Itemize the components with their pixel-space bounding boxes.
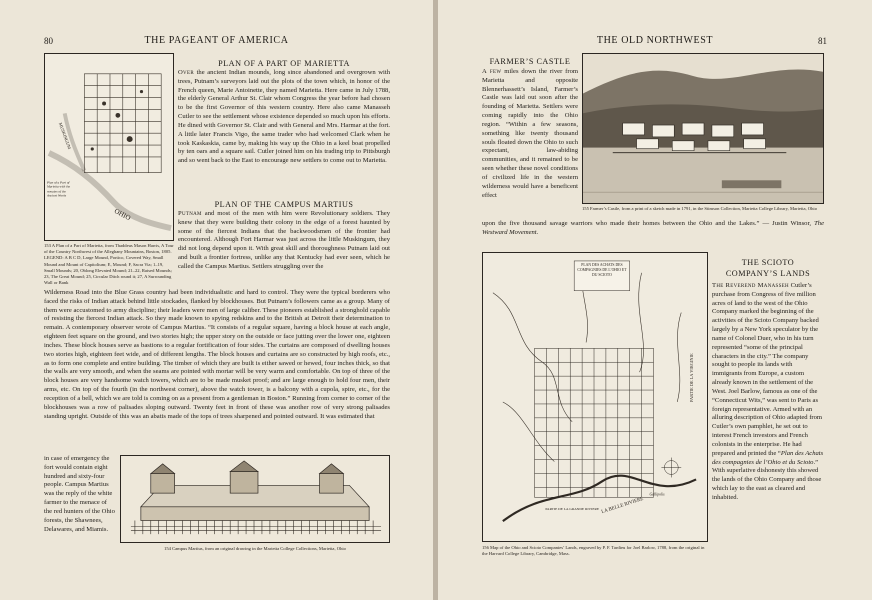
page-number-left: 80 — [44, 36, 53, 46]
right-page — [438, 0, 872, 600]
section-text-farmers-castle-wide: upon the five thousand savage warriors who made their homes between the Ohio and the Lakes.” — Justin Winsor, — [482, 220, 815, 227]
section-title-scioto-line1: THE SCIOTO — [741, 258, 795, 267]
section-body-farmers-castle-wide — [482, 220, 824, 238]
section-text-farmers-castle: miles down the river from Marietta and opposite Blennerhassett’s Island, Farmer’s Castle was laid out soon after the founding of Marietta. Settlers were coming rapidly into the Ohio region. “Within a few seasons, something like twenty thousand souls floated down the Ohio to such expectant, law-abiding communities, and it remained to be seen whether these novel conditions of civilized life in the western wilderness would have a beneficent effect — [482, 68, 579, 199]
section-text-campus-narrow: and most of the men with him were Revolutionary soldiers. They knew that they were building their colony in the edge of a forest haunted by some of the fiercest Indians that the backwoodsmen of the frontier had encountered. Although Fort Harmar was just across the little Muskingum, they did not long depend upon it. With great skill and thoroughness Putnam laid out and built a frontier fortress, unlike any that Kentucky had ever seen, which he called the Campus Martius. Settlers struggling over the — [178, 210, 390, 270]
section-body-campus-wide: Wilderness Road into the Blue Grass country had been individualistic and hard to control. They were the typical borderers who faced the risks of Indian attack behind little stockades, flanked by blockhouses. But Putnam’s followers came as a group. Many of them were accustomed to army discipline; their leaders were men of large caliber. These pioneers established a stronghold capable of resisting the fiercest Indian attack. So they made known to spying redskins and to the British at Detroit their determination to remain. A contemporary observer wrote of Campus Martius. “It consists of a regular square, having a block house at each angle, eighteen feet square on the ground, and two stories high; the upper story on the outside or face jutting over the lower one, eighteen inches. These block houses serve as bastions to a regular fortification of four sides. The curtains are composed of dwelling houses two stories high, eighteen feet wide, and of different lengths. The block houses and curtains are so constructed by high roofs, etc., as to form one complete and entire building. The timber of which they are built is either sawed or hewed, four inches thick, so that the walls are very smooth, and when the seams are pointed with mortar will be very warm and comfortable. On top of three of the block houses are very handsome watch towers, which are to be made musket proof; and are large enough to hold four men, their arms, etc. On top of the fourth (in the northwest corner), above the watch tower, is a balcony with a cupola, spire, etc., for the reception of a bell, which we are told is coming on as a present from a gentleman in Boston.” Running from corner to corner of the blockhouses was a row of palisades sloping outward. Twenty feet in front of these was another row of very strong palisades standing upright. Outside of this was an abatis made of the tops of trees sharpened and pointed outward. It was estimated that — [44, 289, 390, 420]
section-lead-campus: Putnam — [178, 210, 202, 217]
farmers-castle-caption: 155 Farmer’s Castle, from a print of a sketch made in 1791, in the Stimson Collection, Marietta College Library, Marietta, Ohio — [582, 206, 817, 211]
left-page — [0, 0, 433, 600]
map-plan-title: Plan of a Part of Marietta with the remains of the Ancient Works — [46, 180, 71, 198]
section-lead-marietta: Over — [178, 69, 194, 76]
section-lead-scioto: The Reverend Manasseh — [712, 282, 789, 289]
section-body-scioto — [712, 282, 824, 503]
scioto-lands-map — [482, 252, 708, 542]
section-text-marietta: the ancient Indian mounds, long since abandoned and overgrown with trees, Putnam’s surveyors laid out the plots of the town which, in honor of the French queen, Marie Antoinette, they named Marietta. Here came in July 1788, the elderly General Arthur St. Clair whom Congress the year before had chosen to be the first Governor of this western country. Here also came Manasseh Cutler to see the settlement whose existence depended so much upon his efforts. He dined with Governor St. Clair and with General and Mrs. Harmar at the fort. A little later Francis Vigo, the same trader who had welcomed Clark when he took Kaskaskia, came by, making his way up the Ohio in a keel boat propelled by ten oars and a square sail. Cutler joined him on his trading trip to Pittsburgh and so went back to the East to encourage new settlers to come out to Marietta. — [178, 69, 390, 165]
scioto-map-title: PLAN DES ACHATS DES COMPAGNIES DE L’OHIO ET DU SCIOTO — [577, 262, 627, 278]
scioto-map-river-label: LA BELLE RIVIERE — [601, 496, 645, 516]
farmers-castle-print — [582, 53, 824, 204]
section-body-farmers-castle — [482, 68, 578, 200]
book-title-westward-movement: The Westward Movement. — [482, 220, 824, 236]
scioto-map-gallipolis-label: Gallipolis — [649, 492, 665, 497]
campus-martius-drawing — [120, 455, 390, 543]
map-river-ohio-label: OHIO — [112, 207, 132, 223]
scioto-map-east-label: PARTIE DE LA VIRGINIE — [689, 353, 695, 402]
section-title-marietta: PLAN OF A PART OF MARIETTA — [218, 59, 350, 68]
section-body-campus-bottom: in case of emergency the fort would contain eight hundred and sixty-four people. Campus Martius was the reply of the white farmer to the menace of the red hunters of the Ohio forests, the Shawnees, Delawares, and Miamis. — [44, 455, 115, 533]
scioto-map-south-label: PARTIE DE LA GRANDE RIVIERE — [545, 507, 600, 512]
section-body-campus-narrow — [178, 210, 390, 272]
marietta-map-caption: 153 A Plan of a Part of Marietta, from Thaddeus Mason Harris, A Tour of the Country Northwest of the Alleghany Mountains, Boston, 1805. LEGEND: A B C D, Large Mound, Portico, Covered Way, Small Mound and Mount of Capitolium; E, Mound; F, Sacra Via; 1–19, Small Mounds; 20, Oblong Elevated Mound; 21–22, Raised Mounds; 23, The Great Mound; 25, Circular Ditch round it; 27, A Surrounding Wall or Bank — [44, 243, 174, 286]
section-text-scioto-end: .” With superlative dishonesty this showed the lands of the Ohio Company and those which lay to the east as cleared and inhabited. — [712, 458, 822, 501]
book-title-plan-des-achats: Plan des Achats des compagnies de l’Ohio et du Scioto — [712, 449, 824, 466]
campus-martius-caption: 154 Campus Martius, from an original drawing in the Marietta College Collections, Marietta, Ohio — [164, 546, 346, 551]
section-lead-farmers-castle: A few — [482, 68, 502, 75]
section-title-scioto-line2: COMPANY’S LANDS — [725, 268, 811, 278]
section-title-farmers-castle: FARMER’S CASTLE — [489, 57, 571, 66]
running-head-left: THE PAGEANT OF AMERICA — [144, 35, 289, 46]
section-text-scioto: Cutler’s purchase from Congress of five million acres of land to the west of the Ohio Company marked the beginning of the activities of the Scioto Company backed largely by a New York speculator by the name of Colonel Duer, who in his turn represented “some of the principal characters in the city.” The company sought to people its lands with immigrants from Europe, a custom already known in the settlement of the West. Joel Barlow, famous as one of the “Connecticut Wits,” was sent to Paris as foreign representative. Armed with an alluring description of Ohio adapted from Cutler’s own pamphlet, he set out to interest French investors and French colonists in the enterprise. He had prepared and printed the “ — [712, 282, 823, 457]
section-body-marietta — [178, 69, 390, 166]
section-title-campus-martius: PLAN OF THE CAMPUS MARTIUS — [214, 200, 354, 209]
page-number-right: 81 — [818, 36, 827, 46]
marietta-plan-map — [44, 53, 174, 241]
section-title-scioto — [712, 258, 824, 279]
running-head-right: THE OLD NORTHWEST — [596, 35, 714, 46]
scioto-map-caption: 156 Map of the Ohio and Scioto Companies’ Lands, engraved by P. F. Tardieu for Joel Barlow, 1788, from the original in the Harvard College Library, Cambridge, Mass. — [482, 545, 705, 557]
map-river-muskingum-label: MUSKINGUM — [57, 121, 73, 150]
